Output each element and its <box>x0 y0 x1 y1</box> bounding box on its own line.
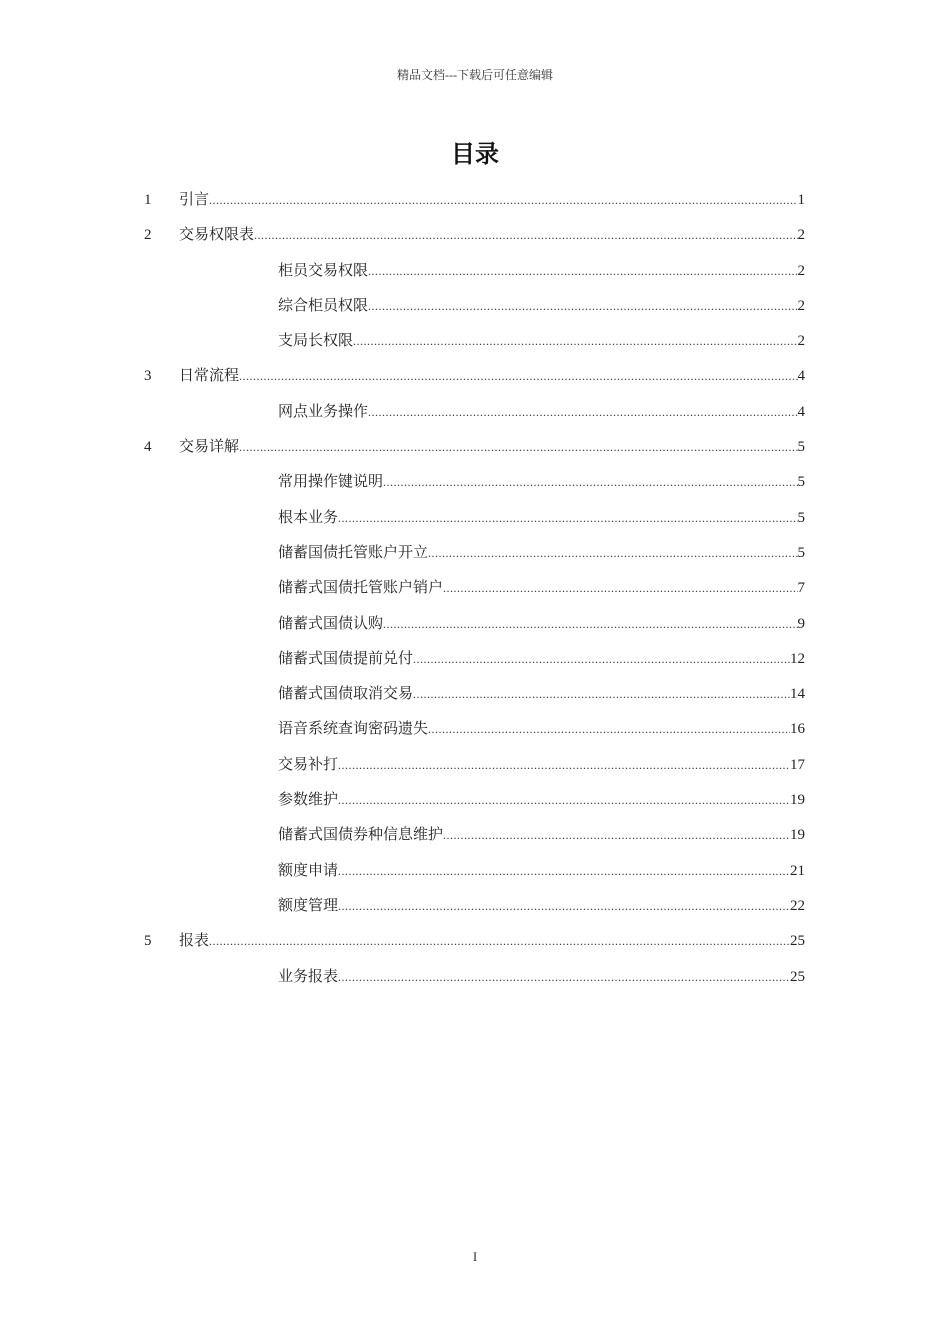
toc-entry-label: 储蓄式国债取消交易 <box>278 686 414 703</box>
toc-entry-line <box>179 430 805 465</box>
toc-entry-page: 2 <box>797 297 805 314</box>
toc-entry[interactable] <box>0 359 950 394</box>
toc-dot-leader <box>338 889 790 924</box>
toc-entry[interactable] <box>0 748 950 783</box>
toc-entry-label: 网点业务操作 <box>278 403 369 420</box>
toc-entry[interactable] <box>0 465 950 500</box>
toc-entry-line <box>278 607 805 642</box>
toc-entry-page: 22 <box>790 897 805 914</box>
toc-entry-line <box>278 677 805 712</box>
toc-entry[interactable] <box>0 183 950 218</box>
toc-entry[interactable] <box>0 783 950 818</box>
toc-entry-label: 交易权限表 <box>179 227 255 244</box>
toc-entry-label: 报表 <box>179 933 210 950</box>
toc-entry-page: 5 <box>797 474 805 491</box>
toc-entry-label: 根本业务 <box>278 509 339 526</box>
toc-entry[interactable] <box>0 571 950 606</box>
toc-entry-line <box>278 854 805 889</box>
toc-entry-label: 引言 <box>179 192 210 208</box>
page-header: 精品文档---下载后可任意编辑 <box>397 68 553 82</box>
toc-dot-leader <box>338 960 790 995</box>
toc-entry-number: 1 <box>144 192 152 208</box>
toc-entry-line <box>278 254 805 289</box>
toc-entry-line <box>179 183 805 218</box>
toc-entry-label: 综合柜员权限 <box>278 297 369 314</box>
toc-entry-line <box>179 359 805 394</box>
toc-entry-page: 5 <box>797 439 805 456</box>
toc-entry-label: 储蓄式国债认购 <box>278 615 384 632</box>
toc-entry-line <box>278 818 805 853</box>
toc-entry-number: 2 <box>144 227 152 244</box>
toc-entry[interactable] <box>0 642 950 677</box>
toc-entry-line <box>278 395 805 430</box>
toc-dot-leader <box>368 289 797 324</box>
toc-title: 目录 <box>451 140 499 168</box>
toc-entry-page: 21 <box>790 862 805 879</box>
toc-dot-leader <box>254 218 797 253</box>
toc-dot-leader <box>383 607 797 642</box>
toc-entry[interactable] <box>0 924 950 959</box>
toc-entry-page: 25 <box>790 933 805 950</box>
toc-dot-leader <box>338 854 790 889</box>
toc-dot-leader <box>353 324 797 359</box>
toc-dot-leader <box>239 430 797 465</box>
toc-entry[interactable] <box>0 536 950 571</box>
toc-entry-page: 4 <box>797 368 805 385</box>
toc-entry-line <box>179 218 805 253</box>
toc-dot-leader <box>428 536 797 571</box>
toc-entry-page: 5 <box>797 544 805 561</box>
toc-entry-line <box>179 924 805 959</box>
toc-entry-number: 5 <box>144 933 152 950</box>
toc-entry-page: 4 <box>797 403 805 420</box>
toc-dot-leader <box>443 571 797 606</box>
toc-entry-label: 日常流程 <box>179 368 240 385</box>
toc-entry-label: 参数维护 <box>278 792 339 809</box>
toc-entry-line <box>278 501 805 536</box>
toc-entry-label: 储蓄国债托管账户开立 <box>278 544 429 561</box>
toc-entry-label: 储蓄式国债托管账户销户 <box>278 580 444 597</box>
toc-entry-number: 3 <box>144 368 152 385</box>
toc-entry-page: 2 <box>797 262 805 279</box>
toc-entry-page: 2 <box>797 227 805 244</box>
toc-entry[interactable] <box>0 818 950 853</box>
toc-entry[interactable] <box>0 712 950 747</box>
toc-entry-label: 业务报表 <box>278 968 339 985</box>
toc-dot-leader <box>209 183 797 218</box>
toc-entry[interactable] <box>0 854 950 889</box>
toc-dot-leader <box>338 501 797 536</box>
toc-entry[interactable] <box>0 607 950 642</box>
toc-dot-leader <box>428 712 790 747</box>
toc-entry-label: 常用操作键说明 <box>278 474 384 491</box>
toc-dot-leader <box>209 924 790 959</box>
toc-entry-label: 交易详解 <box>179 439 240 456</box>
toc-entry-page: 2 <box>797 333 805 350</box>
toc-entry-line <box>278 748 805 783</box>
toc-entry-line <box>278 960 805 995</box>
toc-entry-page: 7 <box>797 580 805 597</box>
toc-entry-line <box>278 571 805 606</box>
toc-entry-label: 储蓄式国债券种信息维护 <box>278 827 444 844</box>
toc-entry-page: 19 <box>790 827 805 844</box>
toc-entry[interactable] <box>0 430 950 465</box>
toc-entry-label: 交易补打 <box>278 756 339 773</box>
toc-entry-line <box>278 783 805 818</box>
toc-dot-leader <box>413 642 790 677</box>
toc-entry-line <box>278 289 805 324</box>
toc-entry[interactable] <box>0 677 950 712</box>
toc-dot-leader <box>383 465 797 500</box>
toc-entry[interactable] <box>0 218 950 253</box>
toc-entry[interactable] <box>0 501 950 536</box>
toc-entry-page: 25 <box>790 968 805 985</box>
toc-dot-leader <box>443 818 790 853</box>
toc-entry-line <box>278 642 805 677</box>
toc-dot-leader <box>338 783 790 818</box>
toc-entry[interactable] <box>0 395 950 430</box>
toc-entry[interactable] <box>0 889 950 924</box>
toc-entry-line <box>278 889 805 924</box>
toc-entry[interactable] <box>0 289 950 324</box>
toc-entry-page: 17 <box>790 756 805 773</box>
toc-entry-label: 语音系统查询密码遗失 <box>278 721 429 738</box>
toc-dot-leader <box>368 395 797 430</box>
toc-entry-line <box>278 324 805 359</box>
toc-entry[interactable] <box>0 960 950 995</box>
toc-entry-page: 9 <box>797 615 805 632</box>
toc-dot-leader <box>413 677 790 712</box>
toc-entry-page: 12 <box>790 650 805 667</box>
toc-entry-label: 柜员交易权限 <box>278 262 369 279</box>
toc-entry-page: 14 <box>790 686 805 703</box>
toc-entry-line <box>278 536 805 571</box>
toc-entry-page: 19 <box>790 792 805 809</box>
table-of-contents <box>0 183 950 995</box>
toc-dot-leader <box>338 748 790 783</box>
toc-entry-line <box>278 465 805 500</box>
toc-entry-page: 5 <box>797 509 805 526</box>
toc-entry-page: 1 <box>797 192 805 208</box>
toc-entry[interactable] <box>0 324 950 359</box>
page-number: I <box>472 1249 478 1264</box>
toc-entry-page: 16 <box>790 721 805 738</box>
toc-entry-label: 储蓄式国债提前兑付 <box>278 650 414 667</box>
toc-entry-line <box>278 712 805 747</box>
toc-entry-label: 支局长权限 <box>278 333 354 350</box>
toc-entry[interactable] <box>0 254 950 289</box>
toc-entry-number: 4 <box>144 439 152 456</box>
toc-entry-label: 额度管理 <box>278 897 339 914</box>
toc-dot-leader <box>239 359 797 394</box>
toc-entry-label: 额度申请 <box>278 862 339 879</box>
toc-dot-leader <box>368 254 797 289</box>
